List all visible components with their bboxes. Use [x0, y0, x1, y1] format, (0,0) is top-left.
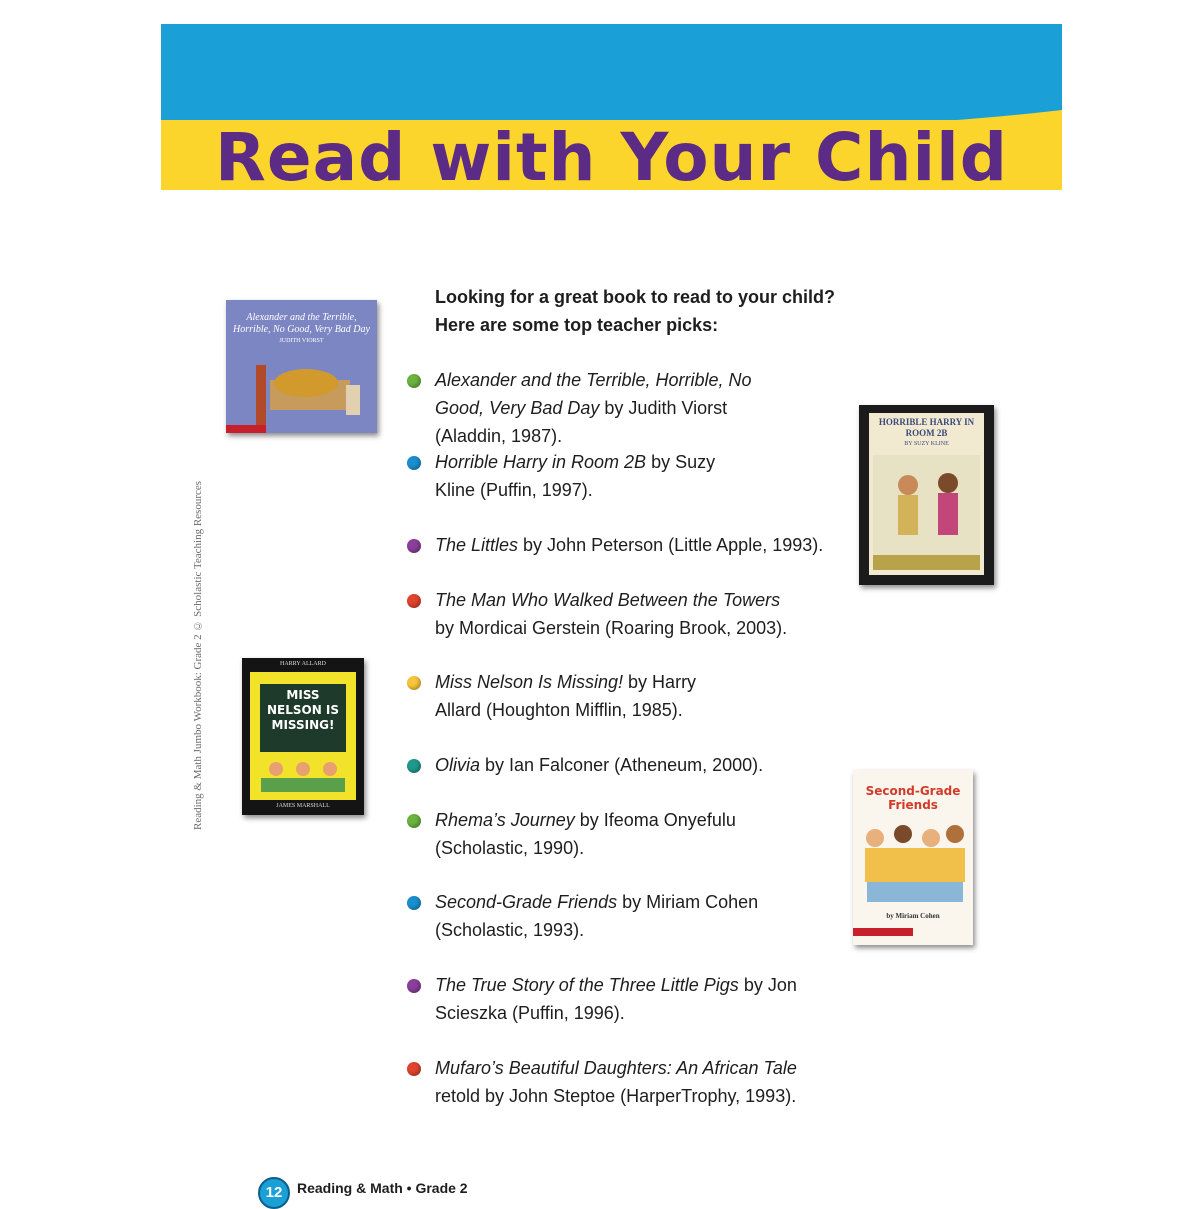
book-details: by Harry Allard (Houghton Mifflin, 1985). [435, 672, 697, 720]
page-title: Read with Your Child [215, 119, 1008, 196]
book-title: Alexander and the Terrible, Horrible, No Good, Very Bad Day [435, 370, 752, 418]
intro [435, 283, 875, 339]
book-title: Horrible Harry in Room 2B [435, 452, 647, 472]
book-title: Miss Nelson Is Missing! [435, 672, 624, 692]
bullet-icon [407, 896, 421, 910]
cover-author: JUDITH VIORST [279, 338, 324, 344]
cover-author: by Miriam Cohen [886, 912, 940, 920]
cover-title: Second-Grade Friends [865, 784, 961, 812]
bullet-icon [407, 374, 421, 388]
book-details: retold by John Steptoe (HarperTrophy, 1993). [435, 1086, 797, 1106]
bed-illustration-icon [226, 355, 377, 433]
cover-title: HORRIBLE HARRY IN ROOM 2B [878, 417, 975, 438]
book-title: Mufaro’s Beautiful Daughters: An African Tale [435, 1058, 797, 1078]
footer-text: Reading & Math • Grade 2 [297, 1180, 468, 1196]
children-illustration-icon [857, 818, 969, 906]
book-cover-second-grade-friends [853, 770, 973, 945]
bullet-icon [407, 539, 421, 553]
side-credit: Reading & Math Jumbo Workbook: Grade 2 © Scholastic Teaching Resources [192, 480, 204, 830]
book-details: by Judith Viorst (Aladdin, 1987). [435, 398, 728, 446]
cover-author-top: HARRY ALLARD [280, 661, 326, 667]
book-cover-horrible-harry [859, 405, 994, 585]
book-details: by John Peterson (Little Apple, 1993). [518, 535, 824, 555]
book-title: Second-Grade Friends [435, 892, 618, 912]
book-details: by Mordicai Gerstein (Roaring Brook, 2003). [435, 618, 788, 638]
bullet-icon [407, 814, 421, 828]
book-title: The Littles [435, 535, 519, 555]
book-details: by Miriam Cohen (Scholastic, 1993). [435, 892, 759, 940]
kids-illustration-icon [873, 455, 980, 570]
cover-title: MISS NELSON IS MISSING! [266, 688, 340, 732]
page-number: 12 [258, 1177, 290, 1209]
book-title: Olivia [435, 755, 481, 775]
cover-author-bottom: JAMES MARSHALL [276, 803, 330, 809]
book-title: The Man Who Walked Between the Towers [435, 590, 781, 610]
cover-author: BY SUZY KLINE [904, 441, 949, 447]
intro-line-2: Here are some top teacher picks: [435, 315, 719, 335]
bullet-icon [407, 759, 421, 773]
intro-line-1: Looking for a great book to read to your child? [435, 287, 836, 307]
book-details: by Ian Falconer (Atheneum, 2000). [480, 755, 764, 775]
book-details: by Ifeoma Onyefulu (Scholastic, 1990). [435, 810, 736, 858]
book-title: Rhema’s Journey [435, 810, 575, 830]
cover-title: Alexander and the Terrible, Horrible, No Good, Very Bad Day [233, 312, 370, 335]
book-details: by Jon Scieszka (Puffin, 1996). [435, 975, 797, 1023]
bullet-icon [407, 676, 421, 690]
bullet-icon [407, 979, 421, 993]
book-cover-alexander [226, 300, 377, 433]
book-details: by Suzy Kline (Puffin, 1997). [435, 452, 716, 500]
bullet-icon [407, 456, 421, 470]
bullet-icon [407, 594, 421, 608]
book-title: The True Story of the Three Little Pigs [435, 975, 739, 995]
book-cover-miss-nelson [242, 658, 364, 815]
classroom-illustration-icon [256, 754, 350, 798]
bullet-icon [407, 1062, 421, 1076]
